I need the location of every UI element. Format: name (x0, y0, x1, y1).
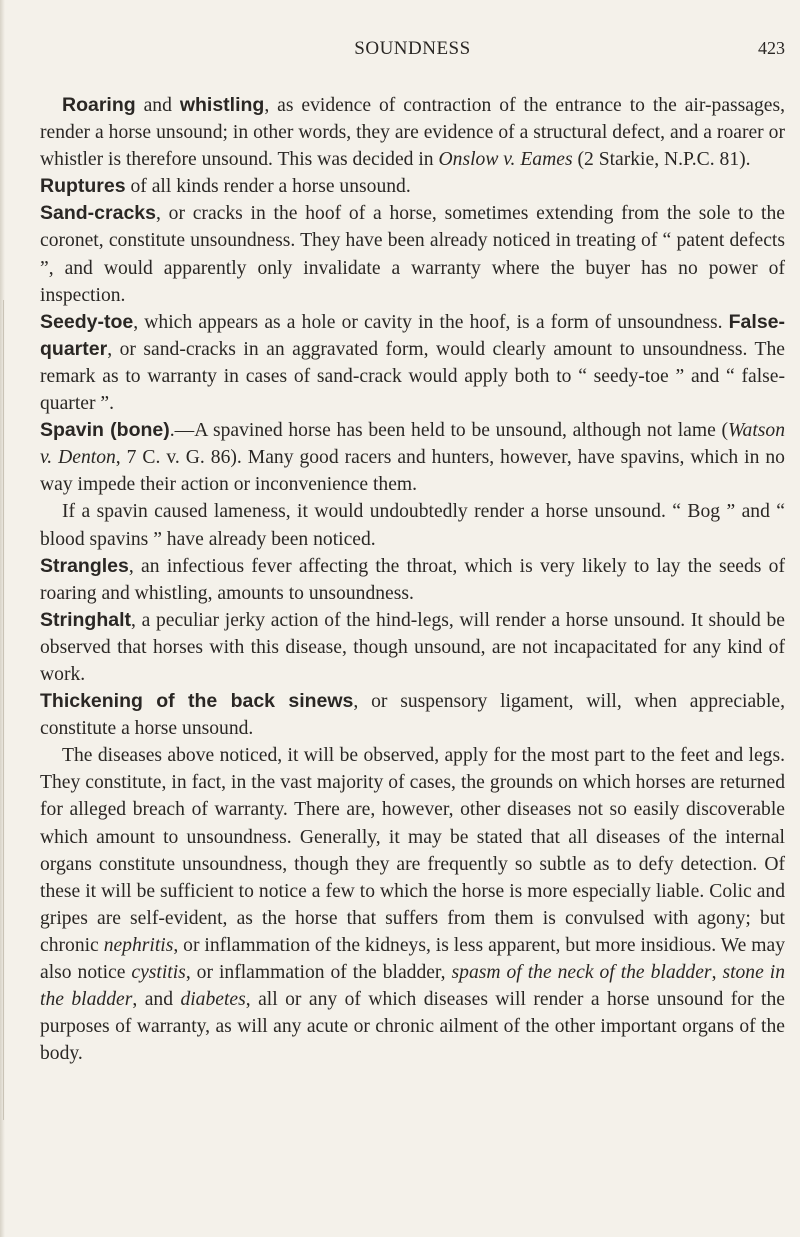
paragraph-internal-diseases (40, 742, 785, 1067)
paragraph-text: , (711, 962, 723, 983)
paragraph-text: , or inflammation of the kidneys, is less apparent, but more insidious. We may also notice (40, 934, 785, 983)
paragraph-strangles (40, 553, 785, 607)
paragraph-stringhalt (40, 607, 785, 688)
paragraph-text: (2 Starkie, N.P.C. 81). (572, 149, 751, 171)
italic-term-cystitis: cystitis (131, 962, 186, 983)
paragraph-text: and (135, 95, 180, 116)
case-citation: Onslow v. Eames (438, 149, 573, 171)
paragraph-text: , or cracks in the hoof of a horse, sometimes extending from the sole to the coronet, constitute unsoundness. They have been already noticed in treating of “ patent defects ”, and would apparently only invalidate a warranty where the buyer has no power of inspection. (40, 203, 785, 306)
paragraph-text: , or suspensory ligament, will, when appreciable, constitute a horse unsound. (40, 691, 785, 740)
paragraph-text: , or inflammation of the bladder, (185, 962, 452, 983)
paragraph-seedy-toe (40, 309, 785, 417)
paragraph-text: , an infectious fever affecting the throat, which is very likely to lay the seeds of roaring and whistling, amounts to unsoundness. (40, 555, 785, 604)
term-whistling: whistling (179, 94, 265, 116)
binding-shadow-line (3, 300, 4, 1120)
paragraph-thickening (40, 688, 785, 742)
term-false-quarter: False-quarter (40, 310, 785, 360)
italic-term-nephritis: nephritis (103, 934, 174, 956)
term-sand-cracks: Sand-cracks (40, 202, 156, 225)
paragraph-text: , or sand-cracks in an aggravated form, would clearly amount to unsoundness. The remark as to warranty in cases of sand-crack would apply both to “ seedy-toe ” and “ false-quarter ”. (40, 338, 785, 415)
italic-term-spasm: spasm of the neck of the bladder (451, 962, 712, 983)
term-spavin: Spavin (bone) (40, 419, 170, 442)
paragraph-text: .—A spavined horse has been held to be unsound, although not lame ( (169, 420, 729, 442)
term-seedy-toe: Seedy-toe (40, 310, 134, 333)
term-thickening: Thickening of the back sinews (40, 690, 354, 713)
paragraph-spavin-lameness (40, 498, 785, 552)
paragraph-spavin (40, 417, 785, 498)
running-head (40, 38, 785, 64)
case-citation: Watson v. Denton (40, 420, 785, 469)
term-roaring: Roaring (62, 94, 136, 116)
term-ruptures: Ruptures (40, 175, 126, 198)
paragraph-text: , which appears as a hole or cavity in the hoof, is a form of unsoundness. (133, 311, 729, 333)
paragraph-text: If a spavin caused lameness, it would undoubtedly render a horse unsound. “ Bog ” and “ blood spavins ” have already been noticed. (40, 501, 785, 550)
term-stringhalt: Stringhalt (40, 608, 131, 631)
paragraph-text: , as evidence of contraction of the entrance to the air-passages, render a horse unsound; in other words, they are evidence of a structural defect, and a roarer or whistler is therefore unsound. This was decided in (40, 95, 785, 171)
paragraph-text: , 7 C. v. G. 86). Many good racers and hunters, however, have spavins, which in no way impede their action or inconvenience them. (40, 447, 785, 496)
running-head-title: SOUNDNESS (354, 38, 471, 59)
italic-term-stone: stone in the bladder (40, 962, 786, 1011)
italic-term-diabetes: diabetes (180, 989, 246, 1011)
paragraph-ruptures (40, 173, 785, 200)
term-strangles: Strangles (40, 554, 129, 577)
paragraph-text: The diseases above noticed, it will be observed, apply for the most part to the feet and legs. They constitute, in fact, in the vast majority of cases, the grounds on which horses are returned for alleged breach of warranty. There are, however, other diseases not so easily discoverable which amount to unsoundness. Generally, it may be stated that all diseases of the internal organs constitute unsoundness, though they are frequently so subtle as to defy detection. Of these it will be sufficient to notice a few to which the horse is more especially liable. Colic and gripes are self-evident, as the horse that suffers from them is convulsed with agony; but chronic (40, 745, 785, 956)
paragraph-text: , all or any of which diseases will render a horse unsound for the purposes of warranty, as will any acute or chronic ailment of the other important organs of the body. (40, 989, 785, 1065)
paragraph-text: of all kinds render a horse unsound. (125, 176, 411, 198)
body-text (40, 92, 785, 1067)
paragraph-text: , and (132, 989, 181, 1011)
paragraph-roaring (40, 92, 785, 173)
book-page (40, 0, 785, 1237)
paragraph-text: , a peculiar jerky action of the hind-legs, will render a horse unsound. It should be observed that horses with this disease, though unsound, are not incapacitated for any kind of work. (40, 609, 785, 685)
paragraph-sand-cracks (40, 200, 785, 308)
page-number: 423 (758, 38, 785, 58)
